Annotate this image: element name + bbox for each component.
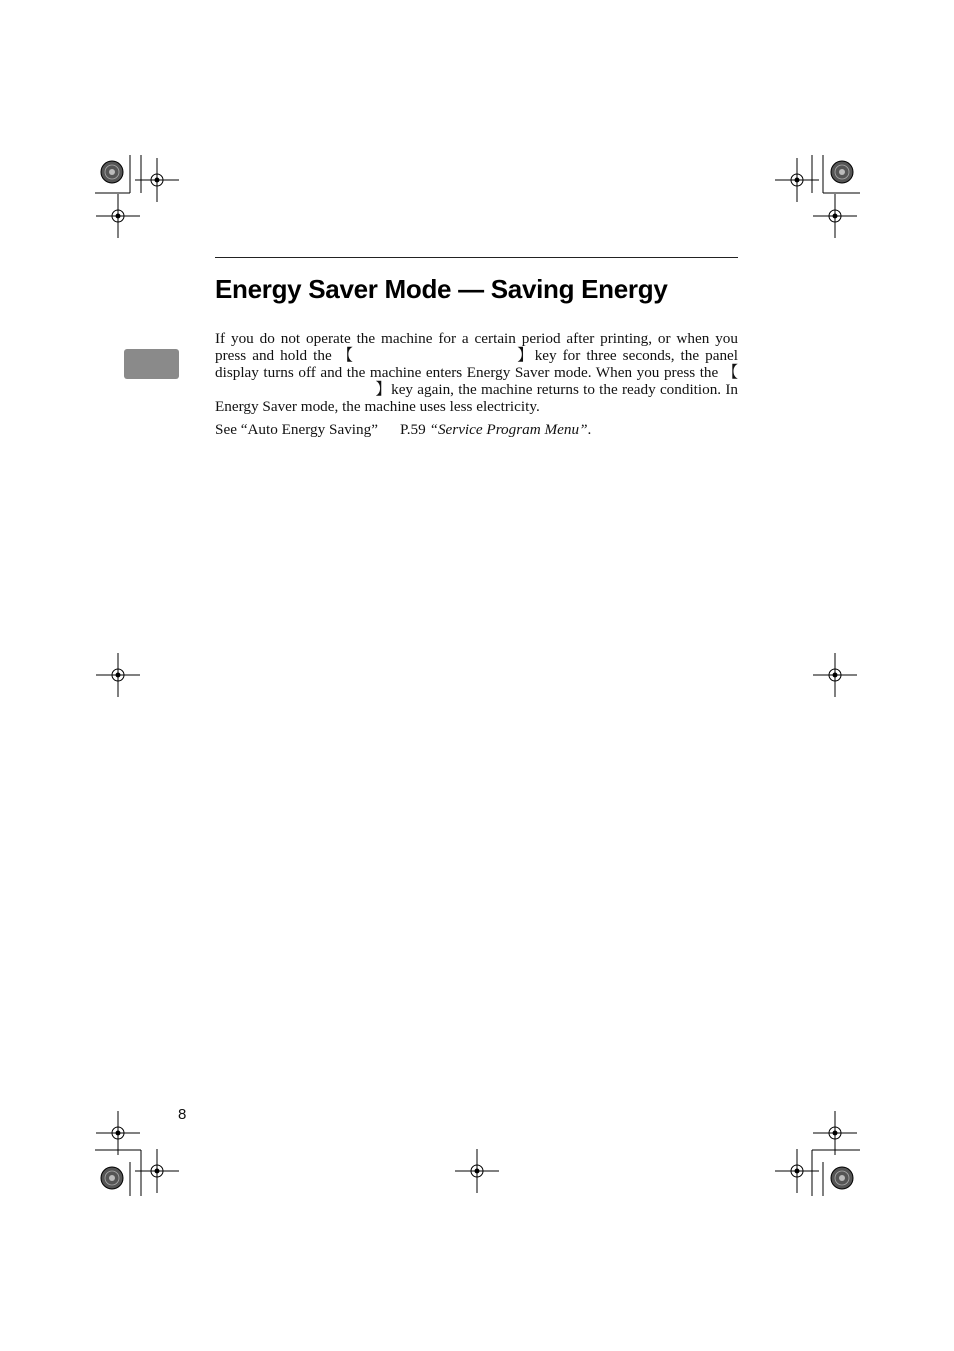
color-target-icon — [831, 1167, 853, 1189]
color-target-icon — [101, 1167, 123, 1189]
color-target-icon — [831, 161, 853, 183]
key-bracket-open: 【 — [337, 347, 356, 364]
heading-rule — [215, 257, 738, 258]
see-also-prefix: See “Auto Energy Saving” — [215, 421, 378, 438]
see-also-page: P.59 — [399, 421, 426, 438]
body-text-part3: key again, the machine returns to the ready condition. In Energy Saver mode, the machine uses less electricity. — [215, 381, 739, 415]
registration-cross-icon — [96, 194, 140, 238]
chapter-tab — [124, 349, 179, 379]
key-bracket-close: 】 — [375, 381, 392, 398]
registration-cross-icon — [813, 194, 857, 238]
registration-cross-icon — [96, 653, 140, 697]
see-also-suffix: . — [587, 421, 592, 438]
registration-cross-icon — [455, 1149, 499, 1193]
registration-cross-icon — [813, 653, 857, 697]
registration-cross-icon — [813, 1111, 857, 1155]
registration-cross-icon — [96, 1111, 140, 1155]
key-bracket-open: 【 — [722, 364, 738, 381]
body-text-part1: If you do not operate the machine for a certain period after printing, or when you press and hold the — [215, 330, 738, 364]
page-number: 8 — [178, 1106, 187, 1123]
body-text-part2: key for three seconds, the panel display turns off and the machine enters Energy Saver mode. When you press the — [215, 347, 738, 381]
body-paragraph — [215, 330, 738, 415]
page-title: Energy Saver Mode — Saving Energy — [215, 274, 668, 304]
registration-cross-icon — [135, 1149, 179, 1193]
see-also-line — [215, 421, 738, 438]
see-also-reference-link[interactable]: “Service Program Menu” — [429, 421, 588, 438]
color-target-icon — [101, 161, 123, 183]
registration-cross-icon — [135, 158, 179, 202]
key-bracket-close: 】 — [515, 347, 535, 364]
